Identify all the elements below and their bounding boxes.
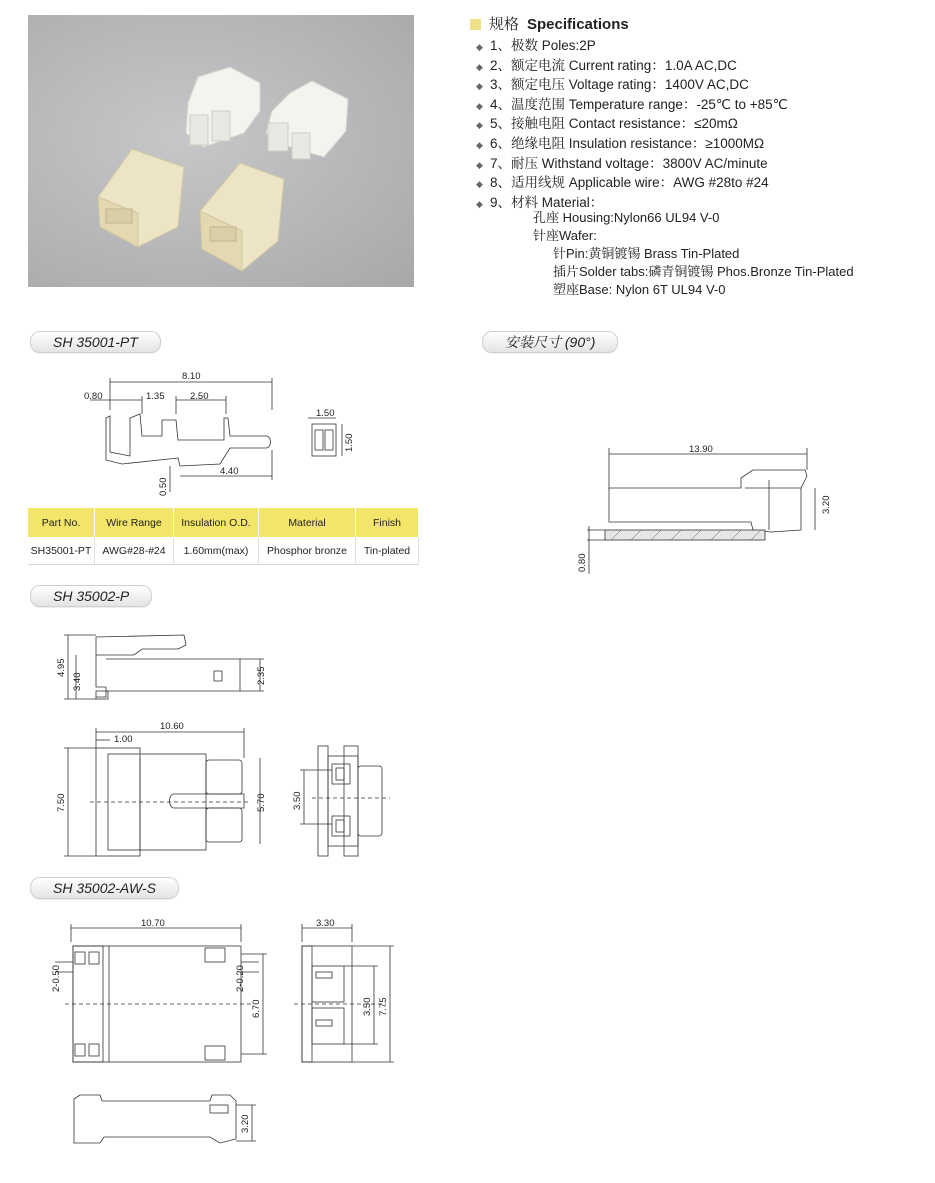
- dim-label: 5.70: [256, 793, 267, 812]
- table-header: Material: [259, 508, 356, 537]
- connector-photo-illustration: [28, 15, 414, 287]
- dim-label: 8.10: [182, 371, 201, 382]
- install-size-drawing: [575, 440, 845, 580]
- diamond-bullet-icon: ◆: [476, 120, 483, 131]
- dim-label: 3.50: [362, 997, 373, 1016]
- diamond-bullet-icon: ◆: [476, 81, 483, 92]
- dim-label: 10.70: [141, 918, 165, 929]
- spec-item: ◆ 7、耐压 Withstand voltage：3800V AC/minute: [476, 154, 788, 174]
- table-cell: 1.60mm(max): [174, 537, 259, 565]
- spec-item: ◆ 9、材料 Material：: [476, 193, 788, 213]
- dim-label: 1.00: [114, 734, 133, 745]
- product-photo: [28, 15, 414, 287]
- material-base: 塑座Base: Nylon 6T UL94 V-0: [553, 282, 726, 297]
- p-side-view-drawing: [50, 625, 290, 720]
- spec-item: ◆ 5、接触电阻 Contact resistance：≤20mΩ: [476, 114, 788, 134]
- dim-label: 7.50: [56, 793, 67, 812]
- dim-label: 6.70: [251, 999, 262, 1018]
- table-header: Finish: [356, 508, 419, 537]
- table-header: Part No.: [28, 508, 95, 537]
- diamond-bullet-icon: ◆: [476, 179, 483, 190]
- housing-white-2: [266, 81, 348, 159]
- diamond-bullet-icon: ◆: [476, 159, 483, 170]
- bullet-square-icon: [470, 19, 481, 30]
- diamond-bullet-icon: ◆: [476, 61, 483, 72]
- dim-label: 3.20: [240, 1114, 251, 1133]
- dim-label: 3.50: [292, 791, 303, 810]
- dim-label: 1.50: [344, 433, 355, 452]
- wafer-ivory-2: [200, 163, 284, 271]
- dim-label: 10.60: [160, 721, 184, 732]
- terminal-spec-table: [28, 508, 419, 565]
- dim-label: 1.35: [146, 391, 165, 402]
- spec-item: ◆ 2、额定电流 Current rating：1.0A AC,DC: [476, 56, 788, 76]
- dim-label: 0.80: [84, 391, 103, 402]
- dim-label: 13.90: [689, 444, 713, 455]
- dim-label: 7.75: [378, 997, 389, 1016]
- dim-label: 3.40: [72, 672, 83, 691]
- section-header-sh35001-pt: SH 35001-PT: [30, 331, 161, 353]
- dim-label: 2-0.50: [51, 965, 62, 992]
- table-header: Insulation O.D.: [174, 508, 259, 537]
- material-pin: 针Pin:黄铜镀锡 Brass Tin-Plated: [553, 246, 740, 261]
- dim-label: 3.20: [821, 495, 832, 514]
- diamond-bullet-icon: ◆: [476, 139, 483, 150]
- section-header-sh35002-p: SH 35002-P: [30, 585, 152, 607]
- table-cell: Phosphor bronze: [259, 537, 356, 565]
- dim-label: 1.50: [316, 408, 335, 419]
- dim-label: 3.30: [316, 918, 335, 929]
- dim-label: 0.50: [158, 477, 169, 496]
- spec-item: ◆ 1、极数 Poles:2P: [476, 36, 788, 56]
- table-row: [28, 537, 419, 565]
- aws-top-view-drawing: [45, 918, 275, 1068]
- table-header-row: [28, 508, 419, 537]
- aws-side-view-drawing: [60, 1085, 270, 1160]
- dim-label: 2-0.20: [235, 965, 246, 992]
- dim-label: 4.40: [220, 466, 239, 477]
- diamond-bullet-icon: ◆: [476, 198, 483, 209]
- material-housing: 孔座 Housing:Nylon66 UL94 V-0: [533, 210, 720, 225]
- table-header: Wire Range: [95, 508, 174, 537]
- aws-end-view-drawing: [290, 918, 410, 1068]
- spec-item: ◆ 8、适用线规 Applicable wire：AWG #28to #24: [476, 173, 788, 193]
- dim-label: 0.80: [577, 553, 588, 572]
- table-cell: AWG#28-#24: [95, 537, 174, 565]
- p-top-view-drawing: [50, 718, 290, 863]
- table-cell: SH35001-PT: [28, 537, 95, 565]
- dim-label: 2.50: [190, 391, 209, 402]
- material-solder-tabs: 插片Solder tabs:磷青铜镀锡 Phos.Bronze Tin-Plated: [553, 264, 854, 279]
- specifications-heading: 规格 Specifications: [470, 13, 629, 34]
- p-end-view-drawing: [290, 740, 400, 860]
- section-header-install-size: 安装尺寸 (90°): [482, 331, 618, 353]
- pt-terminal-end-view: [300, 406, 370, 466]
- table-cell: Tin-plated: [356, 537, 419, 565]
- spec-list: [476, 36, 788, 212]
- diamond-bullet-icon: ◆: [476, 42, 483, 52]
- dim-label: 2.35: [256, 666, 267, 685]
- section-header-sh35002-aw-s: SH 35002-AW-S: [30, 877, 179, 899]
- dim-label: 4.95: [56, 658, 67, 677]
- housing-white-1: [186, 67, 260, 147]
- diamond-bullet-icon: ◆: [476, 100, 483, 111]
- spec-item: ◆ 6、绝缘电阻 Insulation resistance：≥1000MΩ: [476, 134, 788, 154]
- wafer-ivory-1: [98, 149, 184, 247]
- spec-item: ◆ 4、温度范围 Temperature range：-25℃ to +85℃: [476, 95, 788, 115]
- material-wafer: 针座Wafer:: [533, 228, 597, 243]
- spec-item: ◆ 3、额定电压 Voltage rating：1400V AC,DC: [476, 75, 788, 95]
